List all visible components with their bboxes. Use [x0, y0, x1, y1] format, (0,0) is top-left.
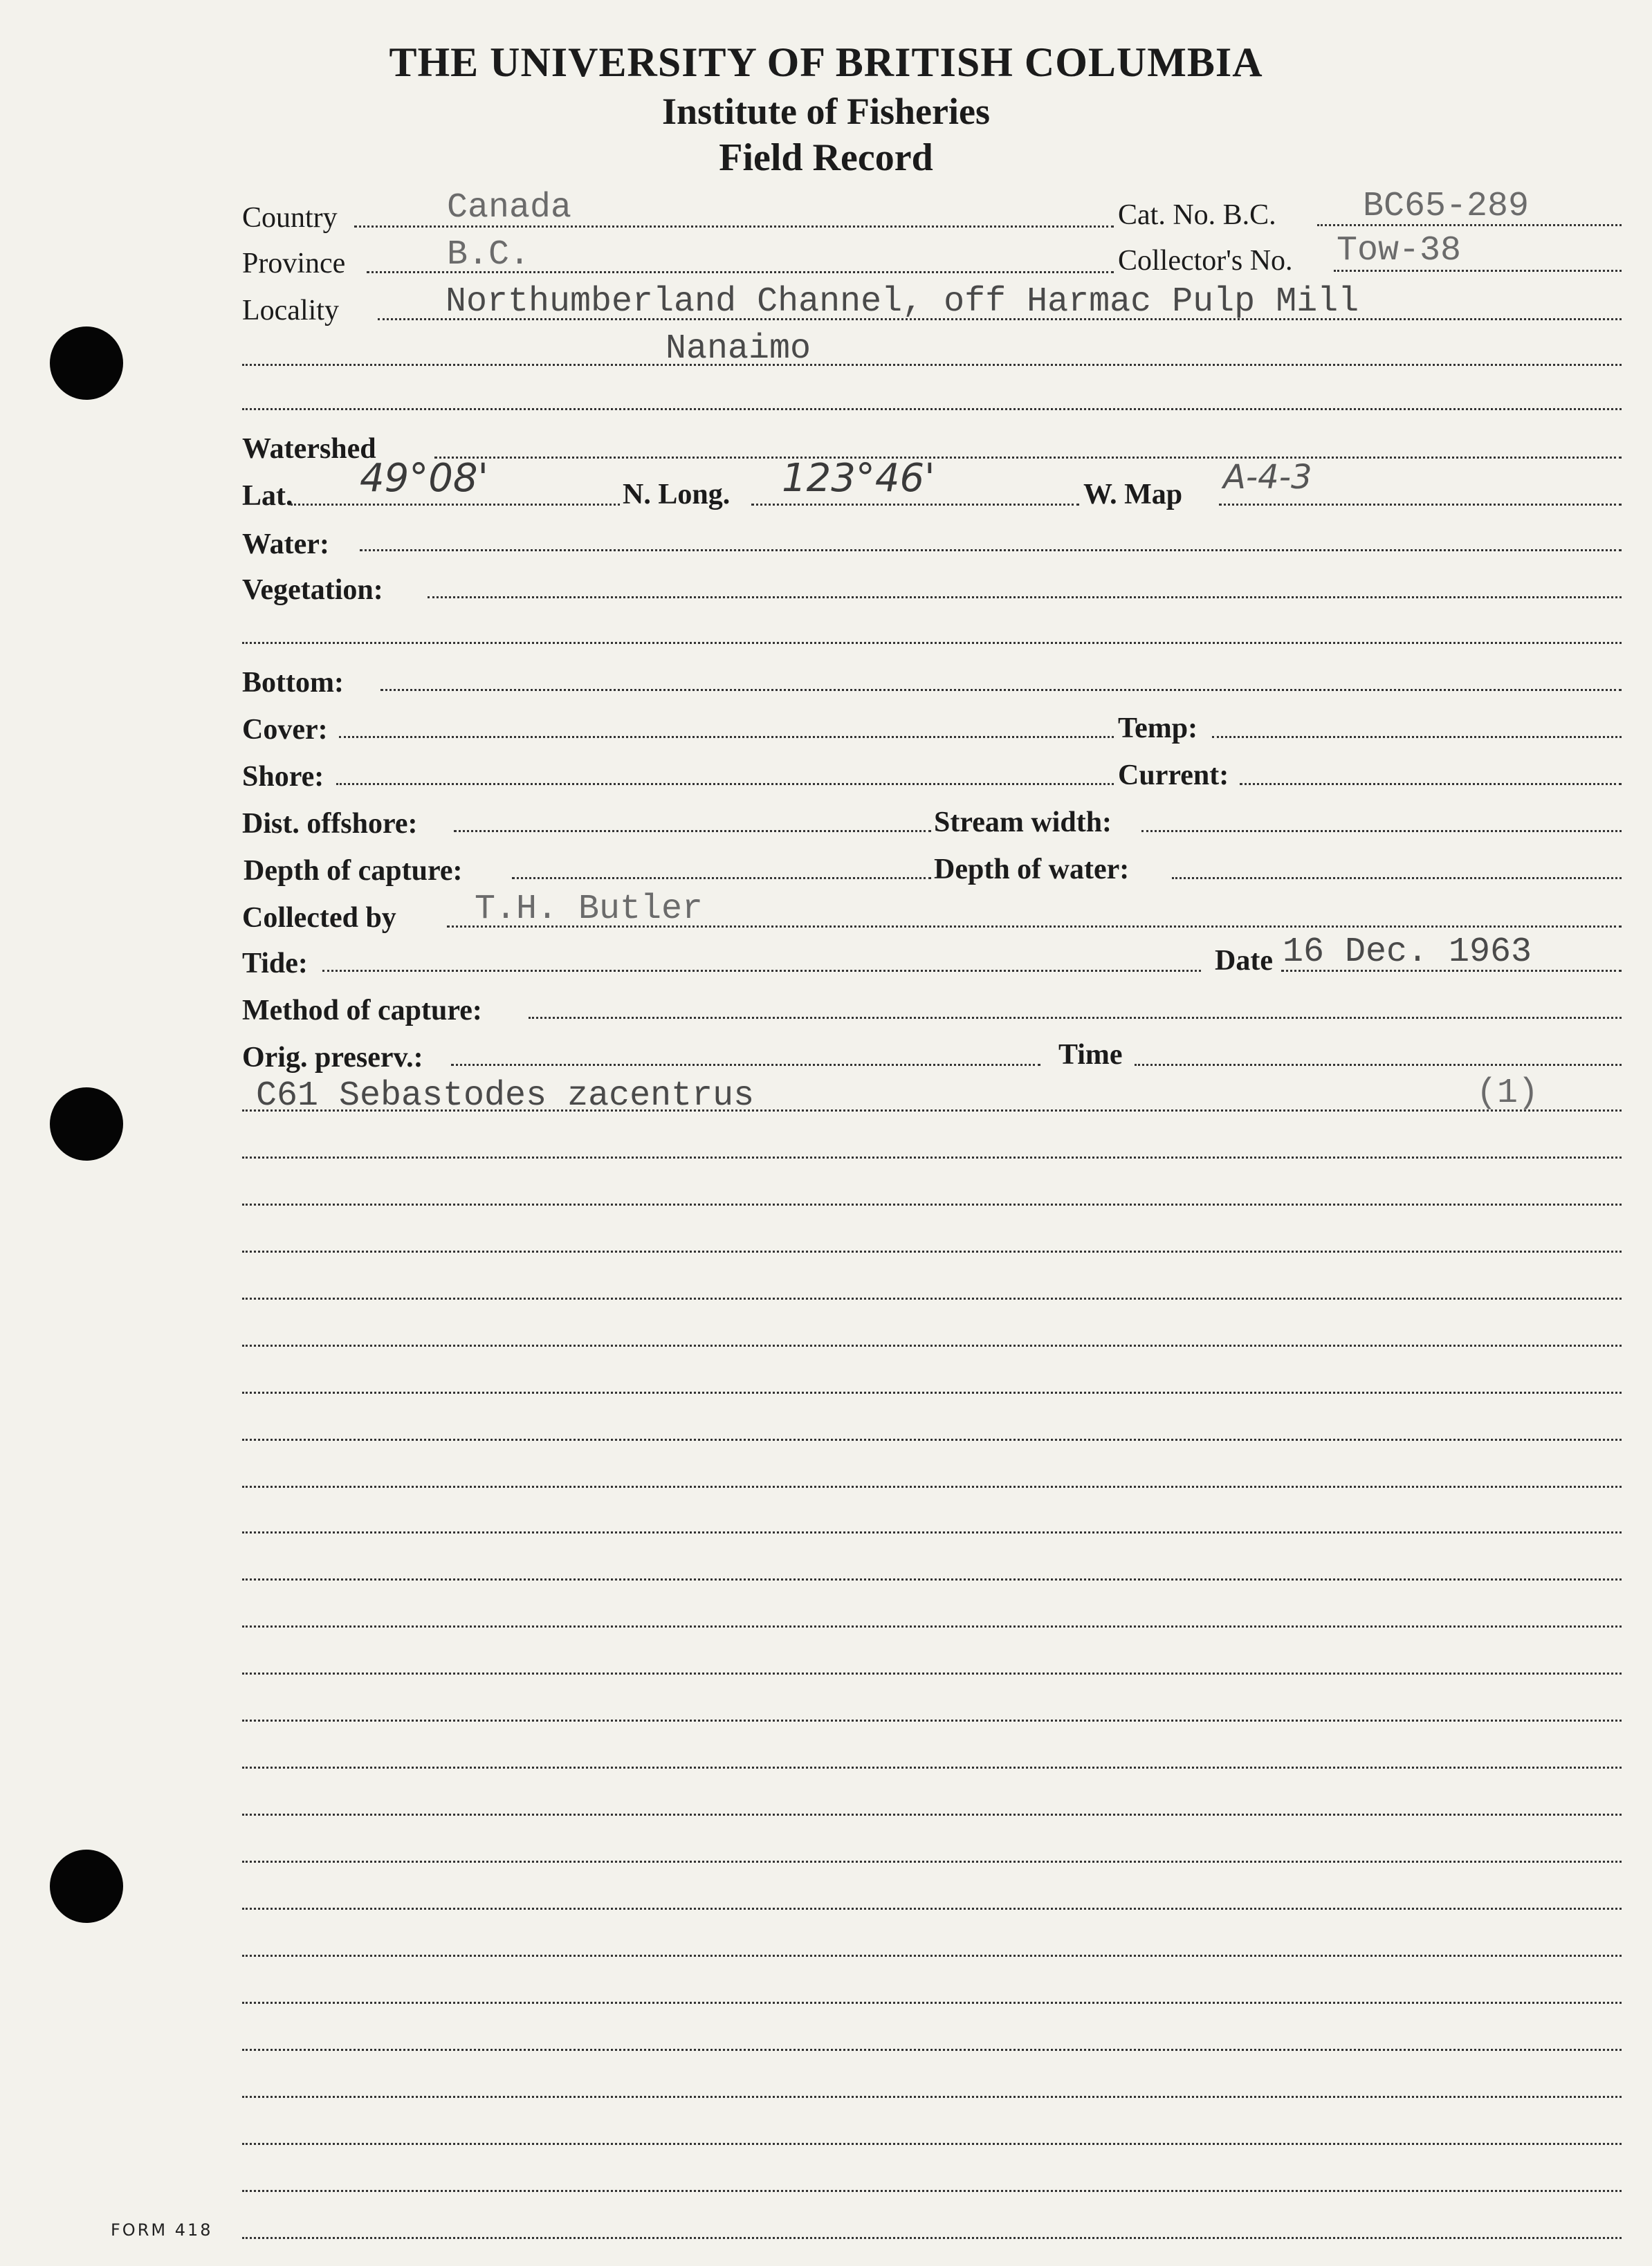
ruled-line — [242, 1814, 1622, 1816]
locality-label: Locality — [242, 295, 339, 326]
ruled-line — [242, 1251, 1622, 1253]
form-title: Field Record — [719, 136, 933, 179]
method-line — [529, 1017, 1622, 1019]
ruled-line — [242, 1908, 1622, 1910]
tide-line — [322, 970, 1201, 972]
bottom-line — [380, 689, 1622, 691]
country-value: Canada — [447, 188, 572, 228]
lat-value: 49°08' — [360, 456, 488, 501]
date-label: Date — [1215, 945, 1273, 977]
cover-label: Cover: — [242, 714, 328, 746]
ruled-line — [242, 1439, 1622, 1441]
ruled-line — [242, 2143, 1622, 2145]
long-line — [751, 504, 1079, 506]
dist-offshore-line — [454, 830, 931, 832]
watershed-line — [434, 457, 1622, 459]
collectors-no-value: Tow-38 — [1337, 231, 1462, 270]
institute-heading: Institute of Fisheries — [662, 91, 990, 132]
locality-line-2 — [242, 364, 1622, 366]
ruled-line — [242, 1345, 1622, 1347]
ruled-line — [242, 2002, 1622, 2004]
collected-by-label: Collected by — [242, 902, 396, 934]
water-line — [360, 549, 1622, 551]
orig-preserv-line — [451, 1064, 1040, 1066]
tide-label: Tide: — [242, 948, 308, 979]
ruled-line — [242, 1720, 1622, 1722]
w-map-label: W. Map — [1083, 479, 1183, 510]
shore-line — [336, 783, 1114, 785]
binder-hole — [50, 326, 123, 400]
ruled-line — [242, 1673, 1622, 1675]
ruled-line — [242, 1392, 1622, 1394]
ruled-line — [242, 2096, 1622, 2098]
form-number: FORM 418 — [111, 2220, 213, 2240]
lat-label: Lat. — [242, 480, 293, 512]
province-value: B.C. — [447, 235, 531, 275]
vegetation-line-2 — [242, 642, 1622, 644]
time-line — [1135, 1064, 1622, 1066]
ruled-line — [242, 1531, 1622, 1533]
locality-value-2: Nanaimo — [666, 329, 811, 369]
university-heading: THE UNIVERSITY OF BRITISH COLUMBIA — [389, 39, 1263, 85]
blank-line — [242, 408, 1622, 410]
binder-hole — [50, 1087, 123, 1161]
shore-label: Shore: — [242, 761, 324, 793]
temp-line — [1212, 736, 1622, 738]
depth-water-line — [1172, 877, 1622, 879]
cover-line — [339, 736, 1114, 738]
specimen-count: (1) — [1476, 1074, 1539, 1113]
temp-label: Temp: — [1118, 712, 1198, 744]
ruled-line — [242, 2049, 1622, 2051]
depth-water-label: Depth of water: — [934, 854, 1130, 885]
date-value: 16 Dec. 1963 — [1283, 932, 1532, 972]
stream-width-line — [1141, 830, 1622, 832]
ruled-line — [242, 1298, 1622, 1300]
ruled-line — [242, 1578, 1622, 1581]
lat-line — [291, 504, 620, 506]
bottom-label: Bottom: — [242, 667, 344, 699]
country-label: Country — [242, 202, 338, 234]
watershed-label: Watershed — [242, 433, 376, 465]
ruled-line — [242, 1625, 1622, 1628]
vegetation-line — [428, 596, 1622, 598]
ruled-line — [242, 1486, 1622, 1488]
cat-no-label: Cat. No. B.C. — [1118, 199, 1276, 231]
orig-preserv-label: Orig. preserv.: — [242, 1042, 423, 1074]
binder-hole — [50, 1850, 123, 1923]
ruled-line — [242, 2190, 1622, 2192]
ruled-line — [242, 2237, 1622, 2239]
ruled-line — [242, 1157, 1622, 1159]
long-value: 123°46' — [782, 456, 935, 501]
time-label: Time — [1058, 1039, 1123, 1071]
map-line — [1219, 504, 1622, 506]
n-long-label: N. Long. — [623, 479, 731, 510]
cat-no-value: BC65-289 — [1363, 187, 1530, 226]
province-label: Province — [242, 248, 346, 279]
depth-capture-label: Depth of capture: — [244, 855, 463, 887]
current-label: Current: — [1118, 759, 1229, 791]
ruled-line — [242, 1767, 1622, 1769]
dist-offshore-label: Dist. offshore: — [242, 808, 418, 840]
stream-width-label: Stream width: — [934, 807, 1112, 838]
map-value: A-4-3 — [1223, 458, 1312, 497]
vegetation-label: Vegetation: — [242, 574, 383, 606]
ruled-line — [242, 1861, 1622, 1863]
ruled-line — [242, 1204, 1622, 1206]
collectors-no-label: Collector's No. — [1118, 245, 1293, 277]
ruled-line — [242, 1955, 1622, 1957]
locality-value: Northumberland Channel, off Harmac Pulp Mill — [446, 282, 1359, 322]
water-label: Water: — [242, 528, 329, 560]
current-line — [1240, 783, 1622, 785]
specimen-value: C61 Sebastodes zacentrus — [256, 1076, 755, 1116]
collected-by-value: T.H. Butler — [475, 890, 704, 929]
depth-capture-line — [512, 877, 931, 879]
method-label: Method of capture: — [242, 995, 482, 1026]
